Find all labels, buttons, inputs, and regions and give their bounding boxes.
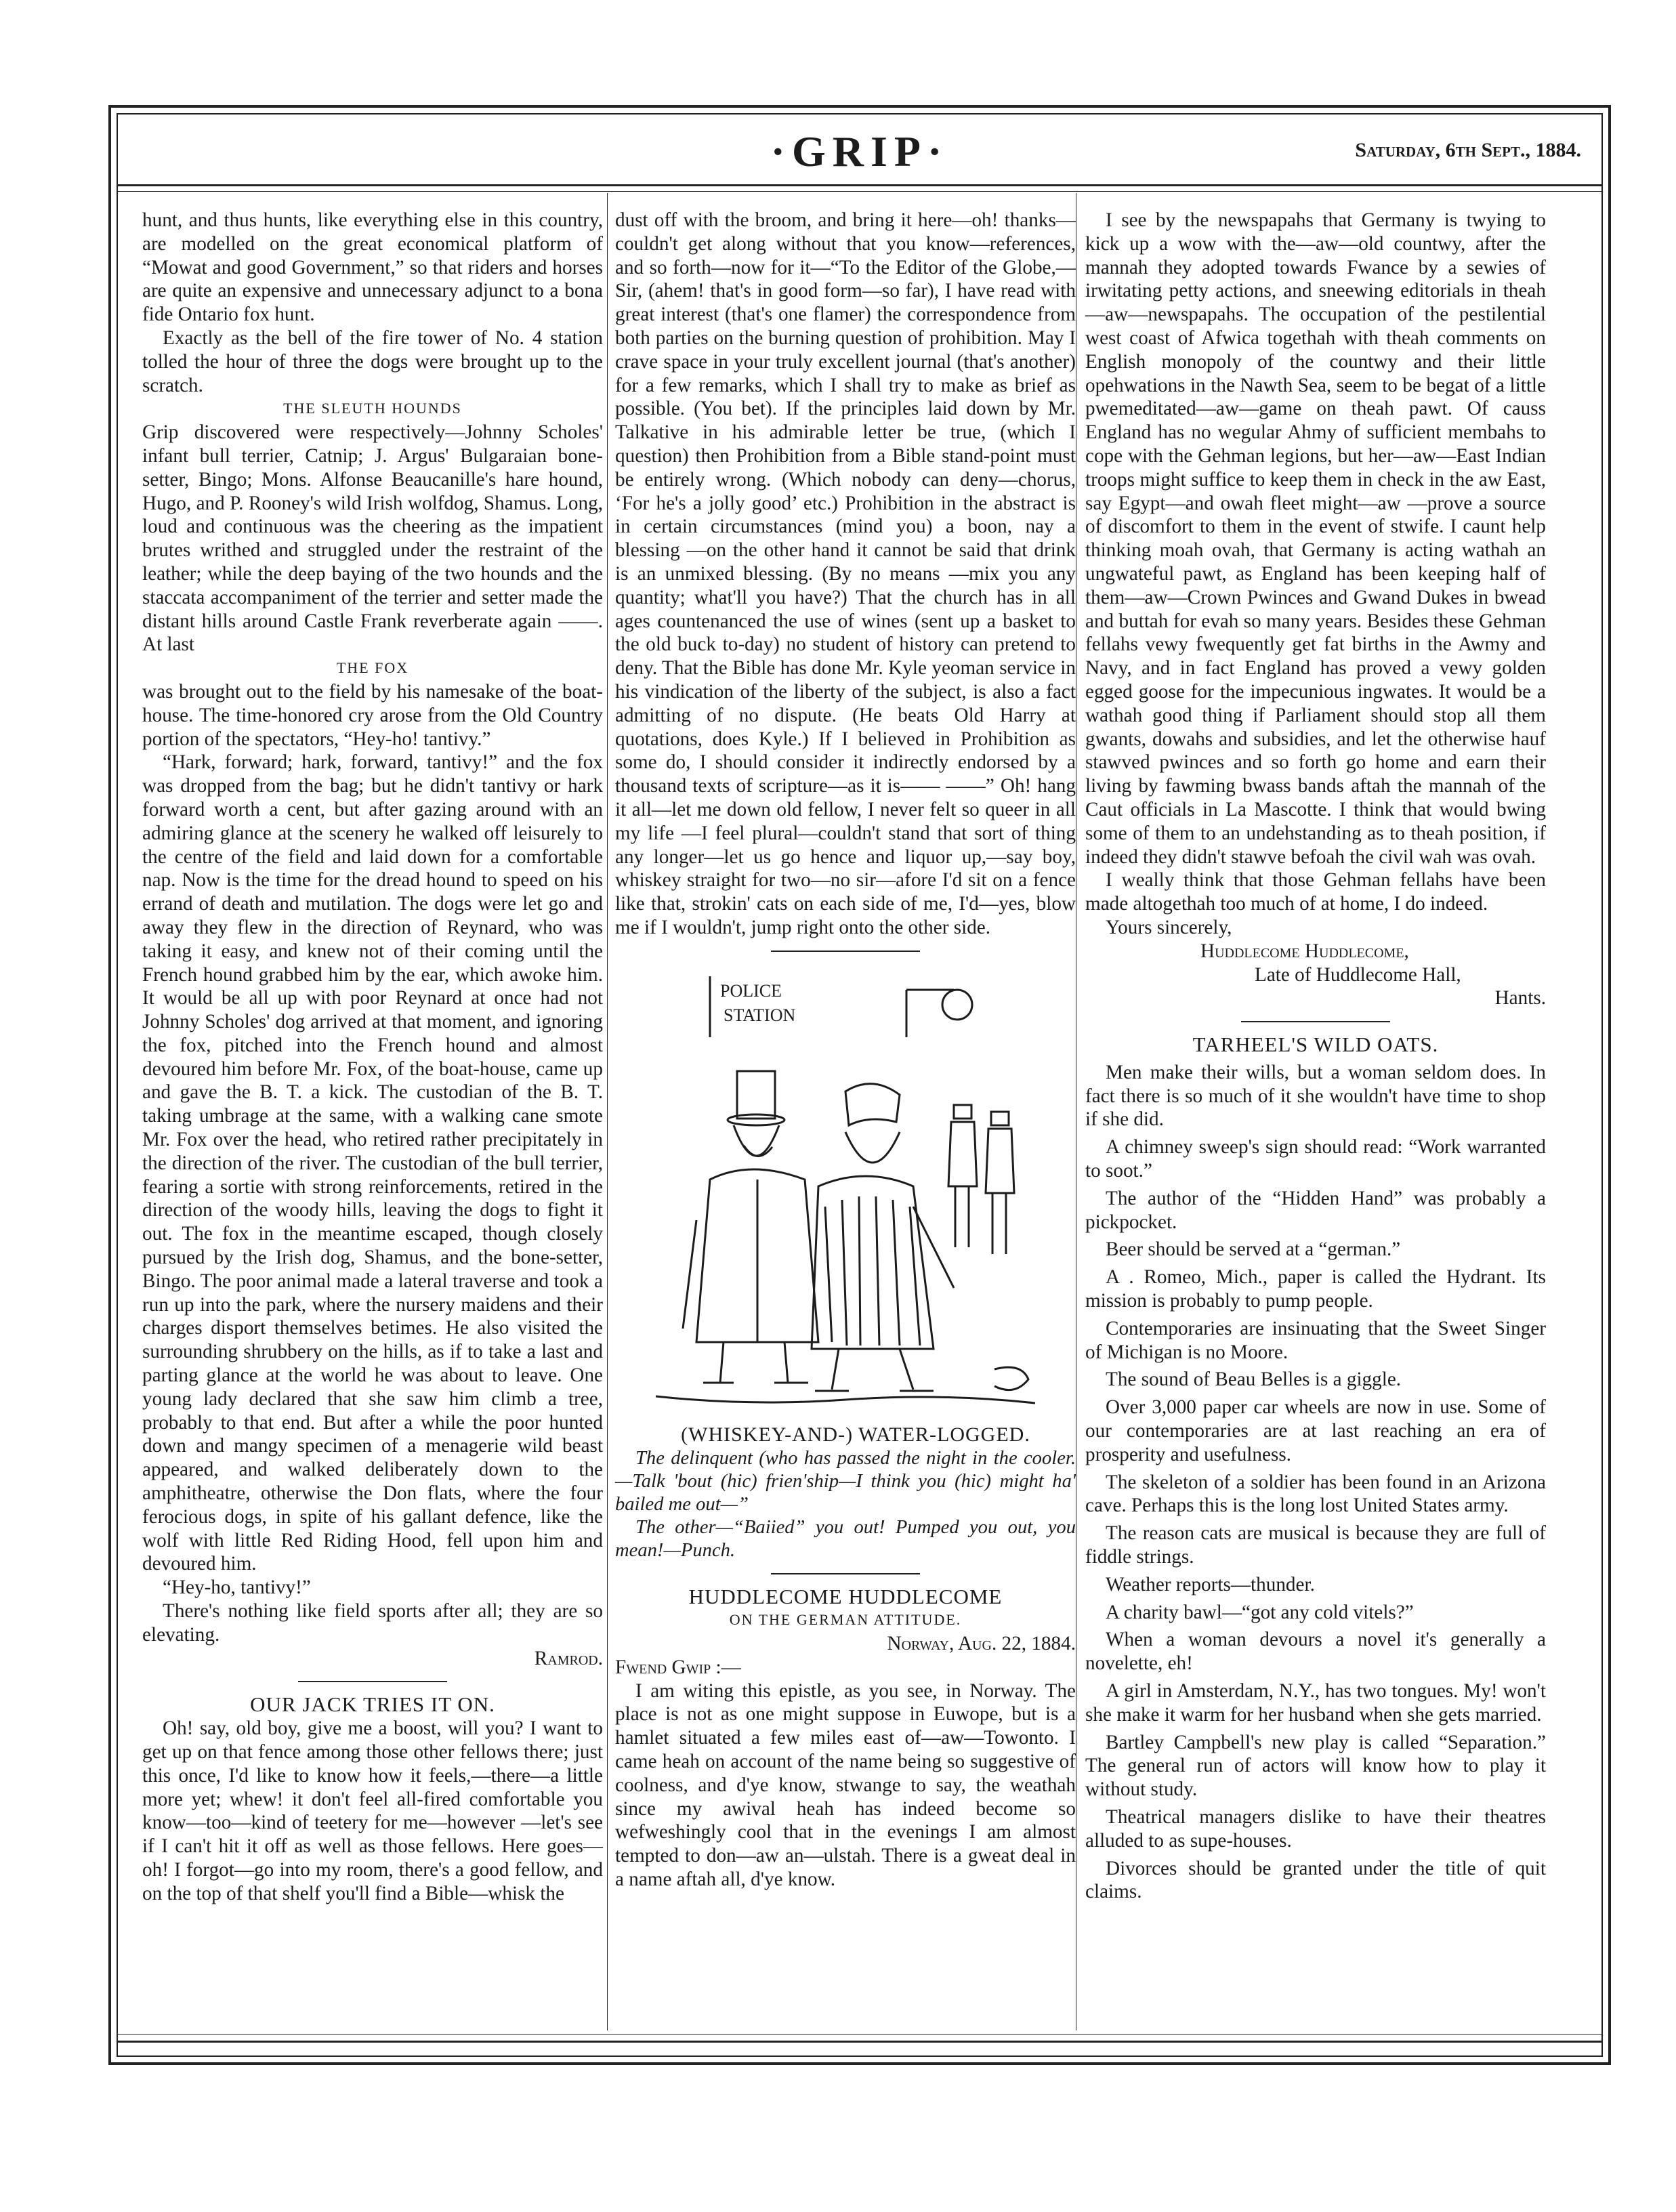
quip-item: The skeleton of a soldier has been found in an Arizona cave. Perhaps this is the long lost United States army. <box>1085 1471 1546 1517</box>
section-rule <box>298 1681 447 1682</box>
footer-rule <box>117 2041 1603 2043</box>
salutation: Fwend Gwip :— <box>615 1656 741 1678</box>
quip-item: When a woman devours a novel it's generally a novelette, eh! <box>1085 1629 1546 1675</box>
paragraph: I am witing this epistle, as you see, in Norway. The place is not as one might suppose in Euwope, but is a hamlet situated a few miles east of—aw—Towonto. I came heah on account of the name being so suggestive of coolness, and d'ye know, stwange to say, the weathah since my awival heah has indeed become so wefweshingly cool that in the evenings I am almost tempted to don—aw an—ulstah. There is a gweat deal in a name aftah all, d'ye know. <box>615 1679 1076 1891</box>
section-rule <box>771 951 920 952</box>
quip-item: Over 3,000 paper car wheels are now in use. Some of our contemporaries are at last reaching an era of prosperity and usefulness. <box>1085 1396 1546 1465</box>
column-right <box>1085 209 1546 1904</box>
cartoon-sign-line1: POLICE <box>720 980 782 1001</box>
cartoon-caption: The delinquent (who has passed the night in the cooler.—Talk 'bout (hic) frien'ship—I think you (hic) might ha' bailed me out—” <box>615 1447 1076 1515</box>
quip-item: A chimney sweep's sign should read: “Work warranted to soot.” <box>1085 1136 1546 1182</box>
section-rule <box>1241 1021 1390 1022</box>
issue-date: Saturday, 6th Sept., 1884. <box>1355 139 1581 161</box>
paragraph: Grip discovered were respectively—Johnny Scholes' infant bull terrier, Catnip; J. Argus' Bulgaraian bone-setter, Bingo; Mons. Alfonse Beaucanille's hare hound, Hugo, and P. Rooney's wild Irish wolfdog, Shamus. Long, loud and continuous was the cheering as the impatient brutes writhed and struggled under the restraint of the leather; while the deep baying of the two hounds and the staccata accompaniment of the terrier and setter made the distant hills around Castle Frank reverberate again ——. At last <box>142 421 603 656</box>
quips-list <box>1085 1061 1546 1904</box>
quip-item: Contemporaries are insinuating that the Sweet Singer of Michigan is no Moore. <box>1085 1317 1546 1363</box>
cartoon-sign-line2: STATION <box>724 1005 796 1025</box>
dateline: Norway, Aug. 22, 1884. <box>887 1633 1076 1655</box>
quip-item: Men make their wills, but a woman seldom does. In fact there is so much of it she wouldn't have time to shop if she did. <box>1085 1061 1546 1131</box>
column-left <box>142 209 603 1906</box>
letter-signature-line: Late of Huddlecome Hall, <box>1255 963 1461 986</box>
header-rule <box>117 191 1603 192</box>
paragraph: I see by the newspapahs that Germany is twying to kick up a wow with the—aw—old countwy, after the mannah they adopted towards Fwance by a sewies of irwitating petty actions, and sneewing editorials in theah —aw—newspapahs. The occupation of the pestilential west coast of Afwica togethah with theah comments on English monopoly of the countwy and their little opehwations in the Nawth Sea, seem to be begat of a little pwemeditated—aw—game on theah pawt. Of causs England has no wegular Ahmy of sufficient membahs to cope with the Gehman legions, but her—aw—East Indian troops might suffice to keep them in check in the aw East, say Egypt—and owah fleet might—aw —prove a source of discomfort to them in the event of stwife. I caunt help thinking moah ovah, that Germany is acting wathah an ungwateful pawt, as England has been keeping half of them—aw—Crown Pwinces and Gwand Dukes in bwead and buttah for evah so many years. Besides these Gehman fellahs vewy fwequently get fat births in the Awmy and Navy, and in fact England has proved a vewy golden egged goose for the impecunious ingwates. It would be a wathah good thing if Parliament should stop all them gwants, dowahs and subsidies, and let the otherwise hauf stawved pwinces and so forth go home and earn their living by fawming bwass bands aftah the mannah of the Caut officials in La Mascotte. I think that would bwing some of them to an undehstanding as to theah position, if indeed they didn't stawve befoah the civil wah was ovah. <box>1085 209 1546 868</box>
quip-item: A girl in Amsterdam, N.Y., has two tongues. My! won't she make it warm for her husband when she gets married. <box>1085 1680 1546 1726</box>
quip-item: The author of the “Hidden Hand” was probably a pickpocket. <box>1085 1187 1546 1233</box>
subheading: THE FOX <box>336 659 409 677</box>
quip-item: Bartley Campbell's new play is called “Separation.” The general run of actors will know how to play it without study. <box>1085 1731 1546 1801</box>
quip-item: The sound of Beau Belles is a giggle. <box>1106 1369 1402 1391</box>
paragraph: Oh! say, old boy, give me a boost, will you? I want to get up on that fence among those other fellows there; just this once, I'd like to know how it feels,—there—a little more yet; whew! it don't feel all-fired comfortable you know—too—kind of teetery for me—however —let's see if I can't hit it off as well as those fellows. Here goes—oh! I forgot—go into my room, there's a good fellow, and on the top of that shelf you'll find a Bible—whisk the <box>142 1717 603 1904</box>
cartoon-caption: The other—“Baiied” you out! Pumped you out, you mean!—Punch. <box>615 1516 1076 1561</box>
quip-item: Weather reports—thunder. <box>1106 1573 1315 1595</box>
cartoon-caption-title: (WHISKEY-AND-) WATER-LOGGED. <box>681 1423 1030 1446</box>
quip-item: The reason cats are musical is because they are full of fiddle strings. <box>1085 1522 1546 1568</box>
section-rule <box>771 1573 920 1574</box>
column-divider <box>607 193 608 2030</box>
paragraph: “Hey-ho, tantivy!” <box>163 1577 311 1599</box>
header-rule <box>117 184 1603 186</box>
column-middle <box>615 209 1076 1892</box>
paragraph: dust off with the broom, and bring it here—oh! thanks—couldn't get along without that you know—references, and so forth—now for it—“To the Editor of the Globe,—Sir, (ahem! that's in good form—so far), I have read with great interest (that's one flamer) the correspondence from both parties on the burning question of prohibition. May I crave space in your truly excellent journal (that's another) for a few remarks, which I shall try to make as brief as possible. (You bet). If the principles laid down by Mr. Talkative in his admirable letter be true, (which I question) then Prohibition from a Bible stand-point must be entirely wrong. (Which nobody can deny—chorus, ‘For he's a jolly good’ etc.) Prohibition in the abstract is in certain circumstances (mind you) a boon, nay a blessing —on the other hand it cannot be said that drink is an unmixed blessing. (By no means —mix you any quantity; what'll you have?) That the church has in all ages countenanced the use of wines (sent up a basket to the old buck to-day) no student of history can pretend to deny. That the Bible has done Mr. Kyle yeoman service in his vindication of the liberty of the subject, is also a fact admitting of no dispute. (He beats Old Harry at quotations, does Kyle.) If I believed in Prohibition as some do, I should consider it indirectly endorsed by a thousand texts of scripture—as it is—— ——” Oh! hang it all—let me down old fellow, I never felt so queer in all my life —I feel plural—couldn't stand that sort of thing any longer—let us go hence and liquor up,—say boy, whiskey straight for two—no sir—afore I'd sit on a fence like that, strokin' cats on each side of me, I'd—yes, blow me if I wouldn't, jump right onto the other side. <box>615 209 1076 938</box>
letter-signature-line: Hants. <box>1494 987 1546 1009</box>
article-heading: TARHEEL'S WILD OATS. <box>1192 1032 1439 1057</box>
quip-item: A . Romeo, Mich., paper is called the Hydrant. Its mission is probably to pump people. <box>1085 1266 1546 1312</box>
paragraph: was brought out to the field by his namesake of the boat-house. The time-honored cry arose from the Old Country portion of the spectators, “Hey-ho! tantivy.” <box>142 680 603 750</box>
page-header <box>117 113 1603 186</box>
paragraph: “Hark, forward; hark, forward, tantivy!” and the fox was dropped from the bag; but he didn't tantivy or hark forward worth a cent, but after gazing around with an admiring glance at the scenery he walked off leisurely to the centre of the field and laid down for a comfortable nap. Now is the time for the dread hound to speed on his errand of death and mutilation. The dogs were let go and away they flew in the direction of Reynard, who was taking it easy, and knew not of their coming until the French hound grabbed him by the ear, which awoke him. It would be all up with poor Reynard at once had not Johnny Scholes' dog arrived at that moment, and ignoring the fox, pitched into the French hound and almost devoured him before Mr. Fox, of the boat-house, came up and gave the B. T. a kick. The custodian of the B. T. taking umbrage at the same, with a walking cane smote Mr. Fox over the head, who retired rather precipitately in the direction of the river. The custodian of the bull terrier, fearing a sortie with strong reinforcements, retired in the direction of the woody hills, leaving the dogs to fight it out. The fox in the meantime escaped, though closely pursued by the Irish dog, Shamus, and the bone-setter, Bingo. The poor animal made a lateral traverse and took a run up into the park, where the nursery maidens and their charges disport themselves betimes. He also visited the surrounding shrubbery on the hills, as if to take a last and parting glance at the world he was about to leave. One young lady declared that she saw him climb a tree, probably to that end. But after a while the poor hunted down and mangy specimen of a menagerie wild beast appeared, and walked deliberately down to the amphitheatre, otherwise the Don flats, where the four ferocious dogs, in spite of his gallant defence, like the wolf with little Red Riding Hood, fell upon him and devoured him. <box>142 751 603 1575</box>
article-heading: HUDDLECOME HUDDLECOME <box>688 1584 1003 1608</box>
quip-item: Theatrical managers dislike to have their theatres alluded to as supe-houses. <box>1085 1806 1546 1852</box>
paragraph: There's nothing like field sports after all; they are so elevating. <box>142 1600 603 1646</box>
quip-item: Divorces should be granted under the title of quit claims. <box>1085 1857 1546 1903</box>
subheading: THE SLEUTH HOUNDS <box>283 400 462 417</box>
letter-signature: Huddlecome Huddlecome, <box>1200 940 1409 962</box>
letter-closing: Yours sincerely, <box>1106 916 1232 938</box>
quip-item: Beer should be served at a “german.” <box>1106 1238 1401 1261</box>
subheading: ON THE GERMAN ATTITUDE. <box>729 1611 962 1629</box>
masthead-title: ·GRIP· <box>770 127 949 175</box>
cartoon-illustration <box>615 963 1076 1423</box>
paragraph: Exactly as the bell of the fire tower of No. 4 station tolled the hour of three the dogs were brought up to the scratch. <box>142 327 603 396</box>
paragraph: I weally think that those Gehman fellahs have been made altogethah too much of at home, I do indeed. <box>1085 869 1546 915</box>
article-heading: OUR JACK TRIES IT ON. <box>250 1692 495 1717</box>
signature: Ramrod. <box>534 1647 603 1669</box>
quip-item: A charity bawl—“got any cold vitels?” <box>1106 1601 1414 1623</box>
paragraph: hunt, and thus hunts, like everything else in this country, are modelled on the great economical platform of “Mowat and good Government,” so that riders and horses are quite an expensive and unnecessary adjunct to a bona fide Ontario fox hunt. <box>142 209 603 326</box>
